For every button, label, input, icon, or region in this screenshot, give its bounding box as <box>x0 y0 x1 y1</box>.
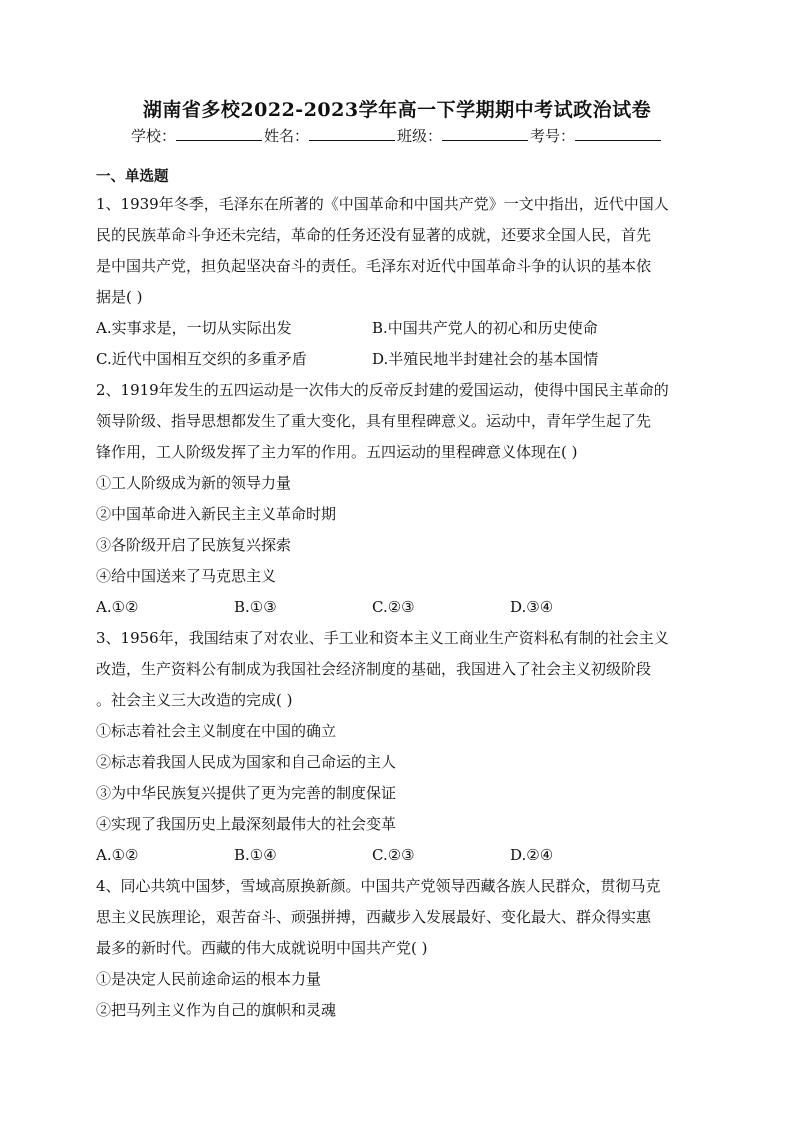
question-1 <box>96 189 708 375</box>
statement-item: ②标志着我国人民成为国家和自己命运的主人 <box>96 753 397 771</box>
options-row <box>96 592 708 623</box>
name-blank[interactable] <box>309 126 395 141</box>
option-d[interactable]: D.半殖民地半封建社会的基本国情 <box>372 350 599 368</box>
option-a[interactable]: A.①② <box>96 846 139 864</box>
option-a[interactable]: A.①② <box>96 598 139 616</box>
class-label: 班级： <box>397 127 443 145</box>
question-line: 是中国共产党，担负起坚决奋斗的责任。毛泽东对近代中国革命斗争的认识的基本依 <box>96 257 652 275</box>
option-c[interactable]: C.②③ <box>372 598 415 616</box>
question-line: 3、1956年，我国结束了对农业、手工业和资本主义工商业生产资料私有制的社会主义 <box>96 629 669 647</box>
number-blank[interactable] <box>575 126 661 141</box>
section-heading: 一、单选题 <box>96 168 169 185</box>
statement-item: ②中国革命进入新民主主义革命时期 <box>96 505 337 523</box>
question-line: 最多的新时代。西藏的伟大成就说明中国共产党( ) <box>96 939 428 957</box>
statement-item: ③为中华民族复兴提供了更为完善的制度保证 <box>96 784 397 802</box>
options-row <box>96 313 708 344</box>
statement-item: ②把马列主义作为自己的旗帜和灵魂 <box>96 1001 337 1019</box>
statement-item: ④实现了我国历史上最深刻最伟大的社会变革 <box>96 815 397 833</box>
question-4 <box>96 871 708 1026</box>
question-line: 民的民族革命斗争还未完结，革命的任务还没有显著的成就，还要求全国人民，首先 <box>96 226 652 244</box>
statement-item: ③各阶级开启了民族复兴探索 <box>96 536 292 554</box>
statement-item: ④给中国送来了马克思主义 <box>96 567 277 585</box>
exam-title: 湖南省多校2022-2023学年高一下学期期中考试政治试卷 <box>142 99 652 121</box>
option-b[interactable]: B.①③ <box>234 598 277 616</box>
statement-item: ①标志着社会主义制度在中国的确立 <box>96 722 337 740</box>
options-row <box>96 344 708 375</box>
question-line: 据是( ) <box>96 288 143 306</box>
name-label: 姓名： <box>263 127 309 145</box>
question-line: 1、1939年冬季，毛泽东在所著的《中国革命和中国共产党》一文中指出，近代中国人 <box>96 195 669 213</box>
number-label: 考号： <box>530 127 576 145</box>
question-line: 4、同心共筑中国梦，雪域高原换新颜。中国共产党领导西藏各族人民群众，贯彻马克 <box>96 877 661 895</box>
option-d[interactable]: D.②④ <box>510 846 554 864</box>
school-blank[interactable] <box>176 126 262 141</box>
class-blank[interactable] <box>442 126 528 141</box>
question-line: 锋作用，工人阶级发挥了主力军的作用。五四运动的里程碑意义体现在( ) <box>96 443 578 461</box>
option-b[interactable]: B.中国共产党人的初心和历史使命 <box>372 319 598 337</box>
option-a[interactable]: A.实事求是，一切从实际出发 <box>96 319 292 337</box>
option-c[interactable]: C.近代中国相互交织的多重矛盾 <box>96 350 307 368</box>
statement-item: ①工人阶级成为新的领导力量 <box>96 474 292 492</box>
question-3 <box>96 623 708 871</box>
option-d[interactable]: D.③④ <box>510 598 554 616</box>
question-line: 。社会主义三大改造的完成( ) <box>96 691 293 709</box>
statement-item: ①是决定人民前途命运的根本力量 <box>96 970 322 988</box>
exam-content <box>96 165 708 1026</box>
question-line: 思主义民族理论，艰苦奋斗、顽强拼搏，西藏步入发展最好、变化最大、群众得实惠 <box>96 908 652 926</box>
student-info-line <box>0 125 794 146</box>
options-row <box>96 840 708 871</box>
option-c[interactable]: C.②③ <box>372 846 415 864</box>
option-b[interactable]: B.①④ <box>234 846 277 864</box>
school-label: 学校： <box>130 127 176 145</box>
question-2 <box>96 375 708 623</box>
question-line: 改造，生产资料公有制成为我国社会经济制度的基础，我国进入了社会主义初级阶段 <box>96 660 652 678</box>
question-line: 2、1919年发生的五四运动是一次伟大的反帝反封建的爱国运动，使得中国民主革命的 <box>96 381 669 399</box>
question-line: 领导阶级、指导思想都发生了重大变化，具有里程碑意义。运动中，青年学生起了先 <box>96 412 652 430</box>
